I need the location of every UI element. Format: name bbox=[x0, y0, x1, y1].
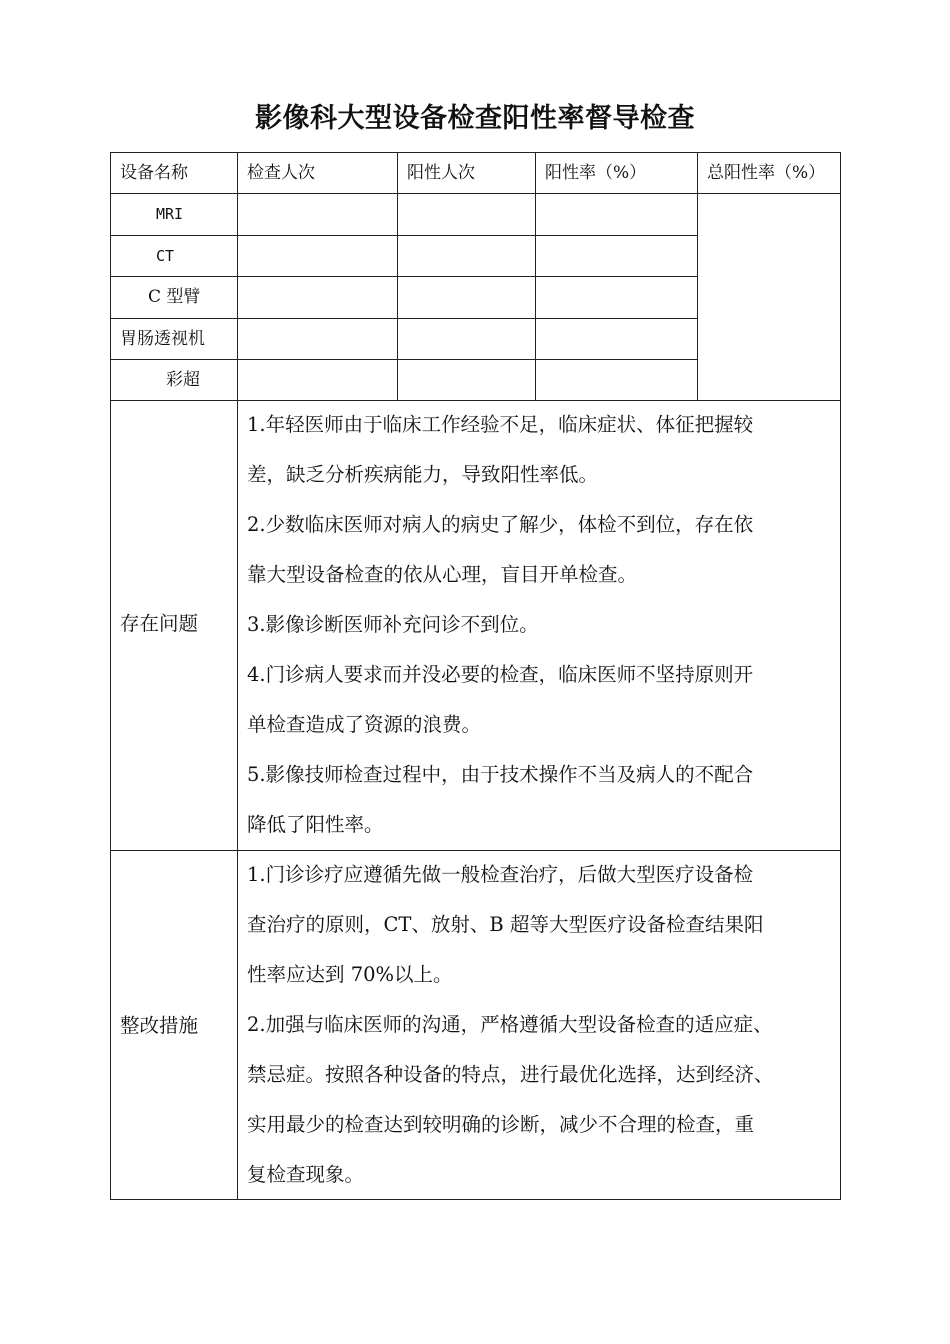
document-title: 影像科大型设备检查阳性率督导检查 bbox=[255, 103, 695, 134]
device-color-ultrasound: 彩超 bbox=[166, 370, 200, 390]
header-device-name: 设备名称 bbox=[120, 163, 188, 183]
column-divider bbox=[535, 152, 536, 400]
row-divider bbox=[110, 235, 697, 236]
inspection-table bbox=[110, 152, 841, 1200]
problems-line: 2.少数临床医师对病人的病史了解少，体检不到位，存在依 bbox=[247, 513, 754, 536]
header-positive-count: 阳性人次 bbox=[407, 163, 475, 183]
row-divider bbox=[110, 276, 697, 277]
measures-line: 2.加强与临床医师的沟通，严格遵循大型设备检查的适应症、 bbox=[247, 1013, 773, 1036]
column-divider bbox=[697, 152, 698, 400]
problems-line: 5.影像技师检查过程中，由于技术操作不当及病人的不配合 bbox=[247, 763, 754, 786]
measures-line: 复检查现象。 bbox=[247, 1163, 365, 1186]
column-divider bbox=[397, 152, 398, 400]
problems-label: 存在问题 bbox=[120, 612, 199, 635]
table-border-top bbox=[110, 152, 841, 153]
column-divider bbox=[237, 152, 238, 1200]
device-gi-fluoroscopy: 胃肠透视机 bbox=[120, 329, 205, 349]
device-ct: CT bbox=[156, 247, 175, 265]
measures-line: 实用最少的检查达到较明确的诊断，减少不合理的检查，重 bbox=[247, 1113, 755, 1136]
problems-line: 1.年轻医师由于临床工作经验不足，临床症状、体征把握较 bbox=[247, 413, 754, 436]
problems-line: 单检查造成了资源的浪费。 bbox=[247, 713, 482, 736]
problems-line: 降低了阳性率。 bbox=[247, 813, 384, 836]
problems-line: 差，缺乏分析疾病能力，导致阳性率低。 bbox=[247, 463, 599, 486]
problems-line: 靠大型设备检查的依从心理，盲目开单检查。 bbox=[247, 563, 638, 586]
problems-line: 3.影像诊断医师补充问诊不到位。 bbox=[247, 613, 539, 636]
header-divider bbox=[110, 193, 841, 194]
measures-line: 性率应达到 70%以上。 bbox=[247, 963, 453, 986]
device-mri: MRI bbox=[156, 205, 184, 223]
measures-line: 查治疗的原则，CT、放射、B 超等大型医疗设备检查结果阳 bbox=[247, 913, 764, 936]
header-exam-count: 检查人次 bbox=[247, 163, 315, 183]
row-divider bbox=[110, 318, 697, 319]
device-c-arm: C 型臂 bbox=[148, 287, 201, 307]
measures-line: 1.门诊诊疗应遵循先做一般检查治疗，后做大型医疗设备检 bbox=[247, 863, 754, 886]
measures-label: 整改措施 bbox=[120, 1014, 199, 1037]
header-total-positive-rate: 总阳性率（%） bbox=[707, 163, 826, 183]
measures-line: 禁忌症。按照各种设备的特点，进行最优化选择，达到经济、 bbox=[247, 1063, 774, 1086]
header-positive-rate: 阳性率（%） bbox=[545, 163, 647, 183]
problems-text bbox=[247, 400, 837, 850]
table-border-right bbox=[840, 152, 841, 1200]
row-divider bbox=[110, 359, 697, 360]
measures-text bbox=[247, 850, 837, 1200]
problems-line: 4.门诊病人要求而并没必要的检查，临床医师不坚持原则开 bbox=[247, 663, 754, 686]
table-border-left bbox=[110, 152, 111, 1200]
